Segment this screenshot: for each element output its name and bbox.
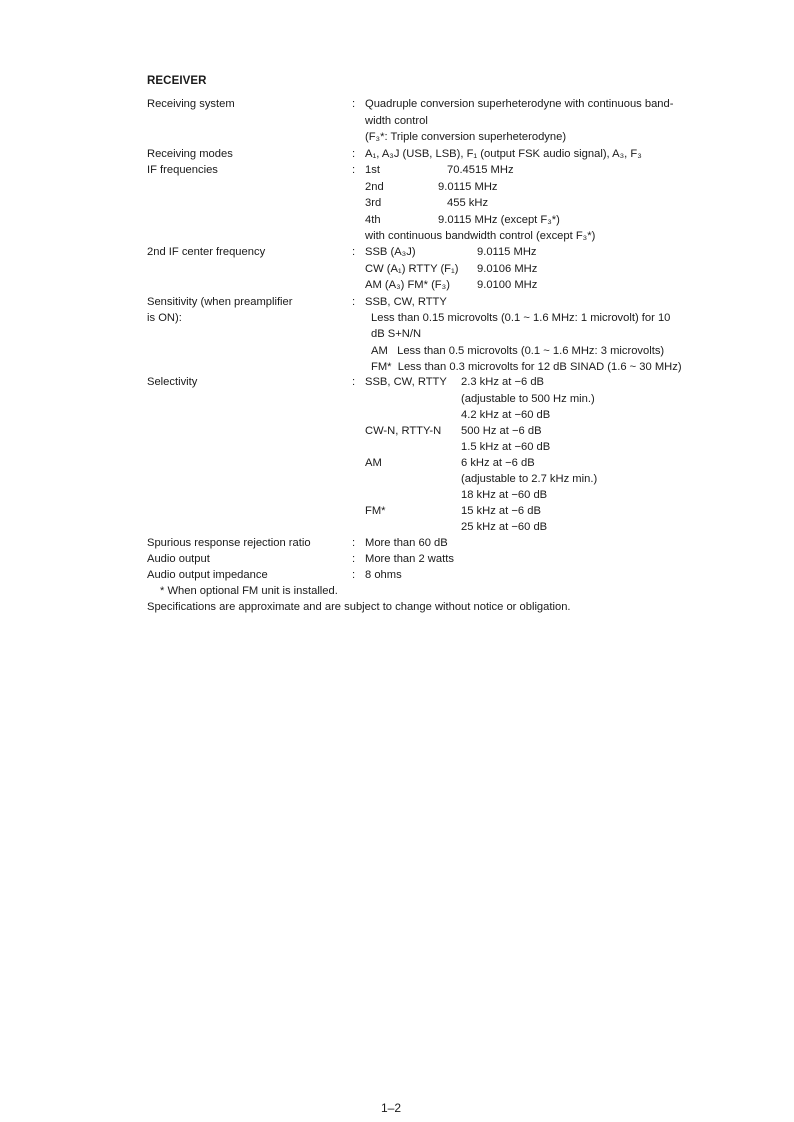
audio-impedance-value: 8 ohms [365, 569, 402, 581]
selectivity-value: 25 kHz at −60 dB [461, 521, 548, 533]
selectivity-value: 18 kHz at −60 dB [461, 489, 548, 501]
colon: : [352, 98, 356, 110]
receiving-modes-value: A₁, A₃J (USB, LSB), F₁ (output FSK audio signal), A₃, F₃ [365, 148, 642, 160]
disclaimer: Specifications are approximate and are subject to change without notice or obligation. [147, 601, 571, 613]
receiving-system-line2: width control [365, 115, 428, 127]
sensitivity-line5: FM* Less than 0.3 microvolts for 12 dB SINAD (1.6 ~ 30 MHz) [371, 361, 682, 373]
sensitivity-line3: dB S+N/N [371, 328, 422, 340]
receiving-system-line1: Quadruple conversion superheterodyne with continuous band- [365, 98, 674, 110]
footnote: * When optional FM unit is installed. [160, 585, 338, 597]
if-center-mode: SSB (A₃J) [365, 246, 416, 258]
selectivity-value: 500 Hz at −6 dB [461, 425, 542, 437]
if-note: with continuous bandwidth control (except F₃*) [365, 230, 596, 242]
if-center-freq: 9.0100 MHz [477, 279, 538, 291]
colon: : [352, 164, 356, 176]
if-frequencies-label: IF frequencies [147, 164, 218, 176]
spurious-label: Spurious response rejection ratio [147, 537, 311, 549]
if-center-mode: CW (A₁) RTTY (F₁) [365, 263, 459, 275]
sensitivity-label-cont: is ON): [147, 312, 182, 324]
if-center-label: 2nd IF center frequency [147, 246, 266, 258]
if-freq: 9.0115 MHz [438, 181, 498, 193]
page-number: 1–2 [381, 1101, 402, 1115]
colon: : [352, 553, 356, 565]
if-stage: 3rd [365, 197, 382, 209]
colon: : [352, 148, 356, 160]
colon: : [352, 537, 356, 549]
selectivity-value: (adjustable to 2.7 kHz min.) [461, 473, 598, 485]
selectivity-value: (adjustable to 500 Hz min.) [461, 393, 595, 405]
if-center-mode: AM (A₃) FM* (F₃) [365, 279, 450, 291]
receiving-system-line3: (F₃*: Triple conversion superheterodyne) [365, 131, 567, 143]
selectivity-value: 6 kHz at −6 dB [461, 457, 535, 469]
selectivity-mode: SSB, CW, RTTY [365, 376, 447, 388]
if-freq: 70.4515 MHz [447, 164, 514, 176]
selectivity-value: 4.2 kHz at −60 dB [461, 409, 551, 421]
if-stage: 4th [365, 214, 381, 226]
receiving-system-label: Receiving system [147, 98, 235, 110]
colon: : [352, 569, 356, 581]
selectivity-mode: FM* [365, 505, 386, 517]
colon: : [352, 296, 356, 308]
if-freq: 455 kHz [447, 197, 489, 209]
colon: : [352, 376, 356, 388]
selectivity-value: 15 kHz at −6 dB [461, 505, 541, 517]
selectivity-value: 2.3 kHz at −6 dB [461, 376, 545, 388]
audio-impedance-label: Audio output impedance [147, 569, 268, 581]
if-stage: 1st [365, 164, 380, 176]
sensitivity-line2: Less than 0.15 microvolts (0.1 ~ 1.6 MHz: 1 microvolt) for 10 [371, 312, 671, 324]
audio-output-label: Audio output [147, 553, 210, 565]
if-center-freq: 9.0106 MHz [477, 263, 538, 275]
colon: : [352, 246, 356, 258]
section-title: RECEIVER [147, 75, 207, 87]
if-freq: 9.0115 MHz (except F₃*) [438, 214, 560, 226]
selectivity-value: 1.5 kHz at −60 dB [461, 441, 551, 453]
if-stage: 2nd [365, 181, 384, 193]
spurious-value: More than 60 dB [365, 537, 448, 549]
receiving-modes-label: Receiving modes [147, 148, 233, 160]
selectivity-mode: CW-N, RTTY-N [365, 425, 442, 437]
sensitivity-line4: AM Less than 0.5 microvolts (0.1 ~ 1.6 MHz: 3 microvolts) [371, 345, 665, 357]
selectivity-label: Selectivity [147, 376, 198, 388]
if-center-freq: 9.0115 MHz [477, 246, 537, 258]
selectivity-mode: AM [365, 457, 382, 469]
audio-output-value: More than 2 watts [365, 553, 454, 565]
sensitivity-line1: SSB, CW, RTTY [365, 296, 447, 308]
sensitivity-label: Sensitivity (when preamplifier [147, 296, 293, 308]
